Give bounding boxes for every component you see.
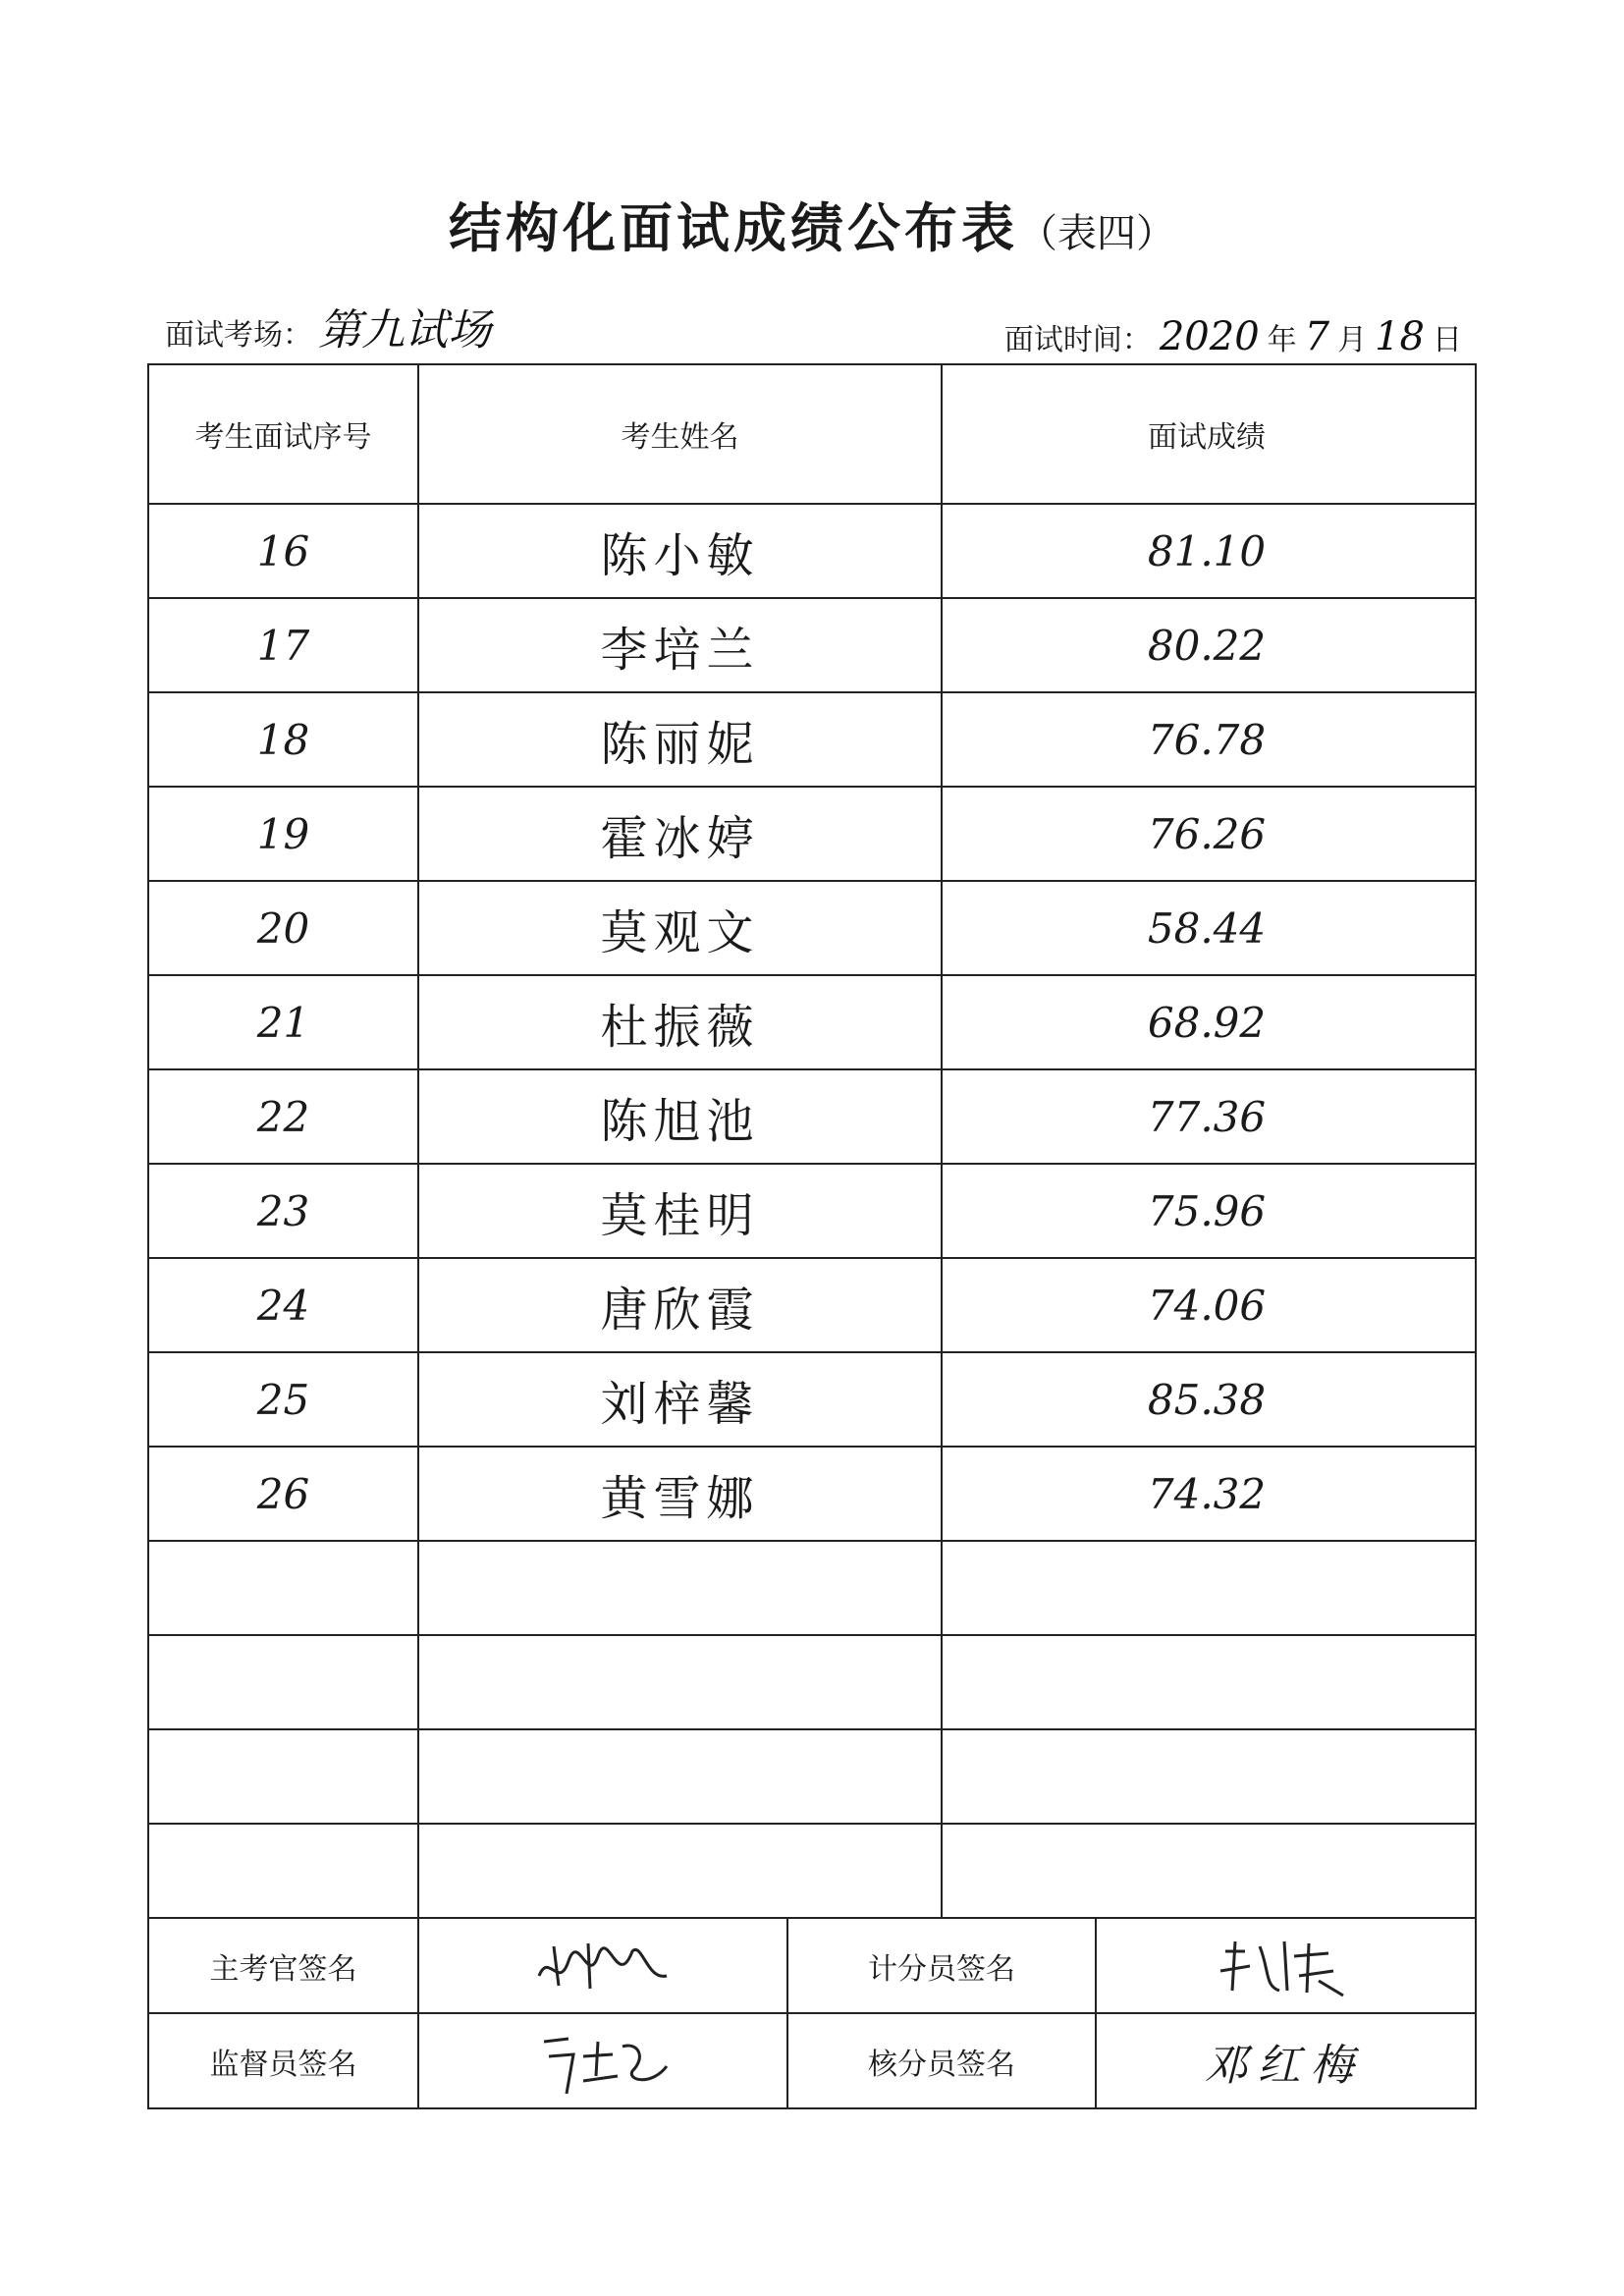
table-row xyxy=(149,976,1475,1070)
row-serial-number: 20 xyxy=(149,882,419,974)
row-score: 76.26 xyxy=(1147,809,1267,858)
checker-signature-text: 邓红梅 xyxy=(1204,2040,1364,2091)
date-year: 2020 xyxy=(1159,314,1260,359)
table-row-empty xyxy=(149,1636,1475,1730)
row-score: 58.44 xyxy=(1147,903,1267,953)
chief-examiner-signature-scrawl xyxy=(529,1932,677,2000)
row-candidate-name: 唐欣霞 xyxy=(419,1259,943,1351)
date-label: 面试时间： xyxy=(1003,323,1152,357)
venue-label: 面试考场： xyxy=(165,318,312,353)
table-row-empty xyxy=(149,1730,1475,1825)
scorer-signature-scrawl xyxy=(1211,1932,1358,2000)
row-candidate-name xyxy=(419,1730,943,1823)
supervisor-label: 监督员签名 xyxy=(149,2014,419,2107)
row-candidate-name: 黄雪娜 xyxy=(419,1448,943,1540)
row-serial-number: 25 xyxy=(149,1353,419,1446)
header-candidate-name: 考生姓名 xyxy=(419,365,943,503)
date-line xyxy=(1004,314,1462,359)
row-serial-number: 23 xyxy=(149,1165,419,1257)
scorer-signature xyxy=(1097,1919,1471,2012)
row-candidate-name: 莫观文 xyxy=(419,882,943,974)
chief-examiner-signature xyxy=(419,1919,788,2012)
chief-examiner-label: 主考官签名 xyxy=(149,1919,419,2012)
row-score: 74.32 xyxy=(1147,1469,1267,1518)
venue-value: 第九试场 xyxy=(318,305,491,355)
row-serial-number: 18 xyxy=(149,693,419,786)
date-day: 18 xyxy=(1375,314,1425,359)
date-year-unit: 年 xyxy=(1267,323,1297,357)
row-score: 85.38 xyxy=(1147,1375,1267,1424)
table-row xyxy=(149,882,1475,976)
table-row xyxy=(149,1448,1475,1542)
signature-row-2 xyxy=(149,2014,1475,2107)
row-score xyxy=(943,1825,1471,1917)
row-score xyxy=(943,1636,1471,1728)
row-score xyxy=(943,1542,1471,1634)
row-candidate-name: 霍冰婷 xyxy=(419,788,943,880)
row-score: 81.10 xyxy=(1147,526,1267,575)
table-row xyxy=(149,1165,1475,1259)
supervisor-signature-scrawl xyxy=(529,2027,677,2096)
row-candidate-name xyxy=(419,1825,943,1917)
date-day-unit: 日 xyxy=(1433,323,1462,357)
row-serial-number: 16 xyxy=(149,505,419,597)
row-serial-number xyxy=(149,1542,419,1634)
signature-row-1 xyxy=(149,1919,1475,2014)
row-serial-number: 21 xyxy=(149,976,419,1068)
row-score: 74.06 xyxy=(1147,1281,1267,1330)
row-candidate-name: 李培兰 xyxy=(419,599,943,691)
row-candidate-name: 刘梓馨 xyxy=(419,1353,943,1446)
header-score: 面试成绩 xyxy=(1148,420,1266,455)
table-row xyxy=(149,1259,1475,1353)
row-score xyxy=(943,1730,1471,1823)
table-row xyxy=(149,1353,1475,1448)
title-text: 结构化面试成绩公布表 xyxy=(449,196,1018,259)
row-candidate-name: 陈小敏 xyxy=(419,505,943,597)
row-serial-number xyxy=(149,1636,419,1728)
checker-label: 核分员签名 xyxy=(788,2014,1097,2107)
row-serial-number: 19 xyxy=(149,788,419,880)
row-candidate-name: 杜振薇 xyxy=(419,976,943,1068)
table-row xyxy=(149,693,1475,788)
row-score: 75.96 xyxy=(1147,1186,1267,1235)
page-title xyxy=(0,187,1624,262)
table-row xyxy=(149,788,1475,882)
row-score: 76.78 xyxy=(1147,715,1267,764)
row-serial-number xyxy=(149,1730,419,1823)
checker-signature xyxy=(1097,2014,1471,2107)
row-serial-number: 17 xyxy=(149,599,419,691)
row-serial-number xyxy=(149,1825,419,1917)
table-row-empty xyxy=(149,1825,1475,1919)
row-score: 80.22 xyxy=(1147,621,1267,670)
title-subtitle: （表四） xyxy=(1018,211,1175,256)
scorer-label: 计分员签名 xyxy=(788,1919,1097,2012)
venue-line xyxy=(165,295,491,357)
row-candidate-name: 陈旭池 xyxy=(419,1070,943,1163)
table-row xyxy=(149,1070,1475,1165)
header-serial-number: 考生面试序号 xyxy=(149,365,419,503)
score-table xyxy=(147,363,1477,2109)
row-candidate-name xyxy=(419,1542,943,1634)
row-candidate-name: 莫桂明 xyxy=(419,1165,943,1257)
row-score: 68.92 xyxy=(1147,998,1267,1047)
row-serial-number: 22 xyxy=(149,1070,419,1163)
row-candidate-name xyxy=(419,1636,943,1728)
row-candidate-name: 陈丽妮 xyxy=(419,693,943,786)
table-row-empty xyxy=(149,1542,1475,1636)
row-serial-number: 24 xyxy=(149,1259,419,1351)
table-header-row xyxy=(149,365,1475,505)
date-month-unit: 月 xyxy=(1337,323,1368,357)
supervisor-signature xyxy=(419,2014,788,2107)
table-row xyxy=(149,599,1475,693)
date-month: 7 xyxy=(1304,314,1330,359)
row-score: 77.36 xyxy=(1147,1092,1267,1141)
row-serial-number: 26 xyxy=(149,1448,419,1540)
table-row xyxy=(149,505,1475,599)
